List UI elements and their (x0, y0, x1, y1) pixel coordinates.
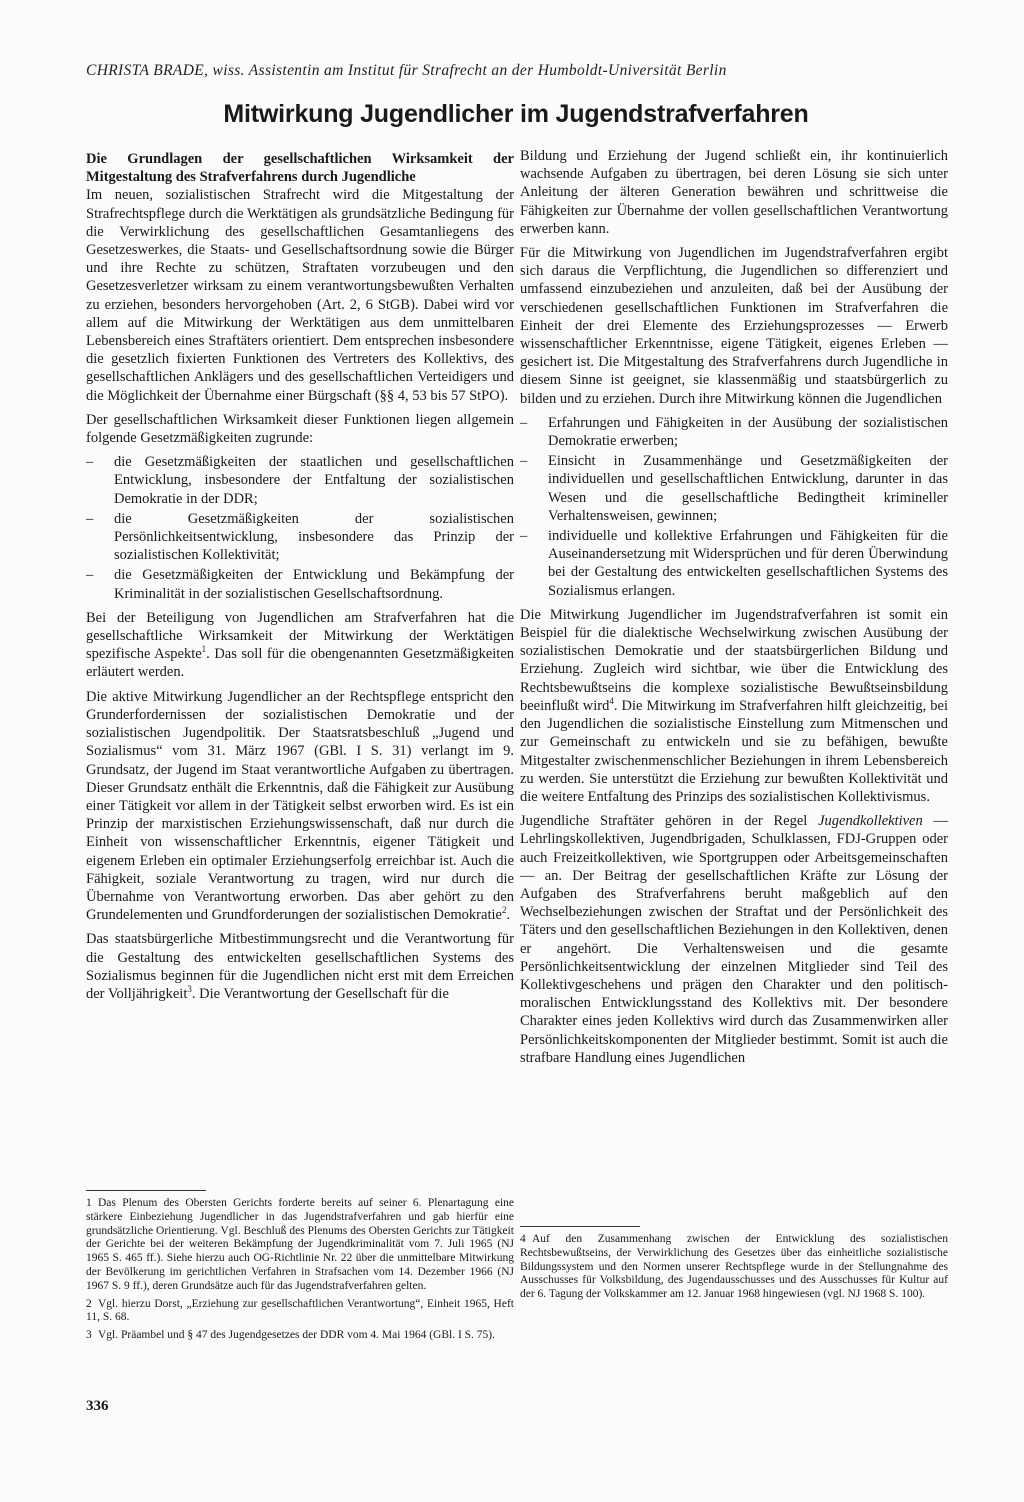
paragraph-text: . Das soll für die obengenannten Gesetzmäßigkeiten erläutert werden. (86, 646, 514, 681)
footnote (86, 1197, 514, 1294)
paragraph (520, 812, 948, 1067)
paragraph-text: Die aktive Mitwirkung Jugendlicher an der Rechtspflege entspricht den Grunderfordernissen der sozialistischen Demokratie und der sozialistischen Jugendpolitik. Der Staatsratsbeschluß „Jugend und Sozialismus“ vom 31. März 1967 (GBl. I S. 31) verlangt im 9. Grundsatz, der Jugend im Staat verantwortliche Aufgaben zu übertragen. Dieser Grundsatz enthält die Erkenntnis, daß die Fähigkeit zur Ausübung einer Tätigkeit vor allem in der Tätigkeit selbst erworben wird. Es ist ein Prinzip der marxistischen Erziehungswissenschaft, daß nur durch die Einheit von wissenschaftlicher Erkenntnis, eigener Tätigkeit und eigenem Erleben ein optimaler Erziehungserfolg erreichbar ist. Auch die Fähigkeit, soziale Verantwortung zu tragen, wird nur durch die Übernahme von Verantwortung erworben. Das aber gehört zu den Grundelementen und Grundforderungen der sozialistischen Demokratie (86, 688, 514, 924)
article-title: Mitwirkung Jugendlicher im Jugendstrafverfahren (223, 100, 809, 128)
paragraph: Im neuen, sozialistischen Strafrecht wird die Mitgestaltung der Strafrechtspflege durch die Werktätigen als grundsätzliche Bedingung für die Verwirklichung des gesellschaftlichen Gesamtanliegens des Gesetzeswerkes, die Staats- und Gesellschaftsordnung sowie die Bürger und ihre Rechte zu schützen, Straftaten vorzubeugen und den Gesetzesverletzer wirksam zu einem verantwortungsbewußten Verhalten zu erziehen, besonders hervorgehoben (Art. 2, 6 StGB). Dabei wird vor allem auf die Mitwirkung der Werktätigen aus dem unmittelbaren Lebensbereich eines Straftäters orientiert. Dem entsprechen insbesondere die gesetzlich fixierten Funktionen des Vertreters des Kollektivs, des gesellschaftlichen Anklägers und des gesellschaftlichen Verteidigers und die Möglichkeit der Übernahme einer Bürgschaft (§§ 4, 53 bis 57 StPO). (86, 187, 514, 404)
footnote-number: 1 (86, 1197, 92, 1209)
left-column (86, 150, 514, 1009)
footnote-ref: 2 (501, 905, 507, 916)
paragraph-text: . (506, 907, 511, 924)
paragraph-text: Das staatsbürgerliche Mitbestimmungsrecht und die Verantwortung für die Gestaltung des entwickelten gesellschaftlichen Systems des Sozialismus beginnen für die Jugendlichen nicht erst mit dem Erreichen der Volljährigkeit (86, 931, 514, 1002)
footnote-rule (520, 1226, 640, 1227)
paragraph (86, 930, 514, 1003)
dash-list (86, 453, 514, 603)
list-item: – die Gesetzmäßigkeiten der staatlichen und gesellschaftlichen Entwicklung, insbesondere der Entfaltung der sozialistischen Demokratie in der DDR; (86, 453, 514, 508)
footnote-number: 3 (86, 1329, 92, 1342)
list-item: – Einsicht in Zusammenhänge und Gesetzmäßigkeiten der individuellen und gesellschaftlichen Entwicklung, darunter in das Wesen und die gesellschaftliche Bedingtheit krimineller Verhaltensweisen, gewinnen; (520, 452, 948, 525)
paragraph-text: — Lehrlingskollektiven, Jugendbrigaden, Schulklassen, FDJ-Gruppen oder auch Freizeitkollektiven, wie Sportgruppen oder Arbeitsgemeinschaften — an. Der Beitrag der gesellschaftlichen Kräfte zur Lösung der Aufgaben des Strafverfahrens beruht maßgeblich auf den Wechselbeziehungen zwischen der Straftat und der Persönlichkeit des Täters und den gesellschaftlichen Beziehungen in den Kollektiven, denen er angehört. Die Verhaltensweisen und die gesamte Persönlichkeitsentwicklung der einzelnen Mitglieder sind Teil des Kollektivgeschehens und prägen den Charakter und den politisch-moralischen Entwicklungsstand des Kollektivs mit. Der besondere Charakter eines jeden Kollektivs wird durch das Zusammenwirken aller Persönlichkeitskomponenten der Mitglieder bestimmt. Somit ist auch die strafbare Handlung eines Jugendlichen (520, 813, 949, 1066)
paragraph: Für die Mitwirkung von Jugendlichen im Jugendstrafverfahren ergibt sich daraus die Verpflichtung, die Jugendlichen so differenziert und umfassend einzubeziehen und anzuleiten, daß bei der Ausübung der verschiedenen gesellschaftlichen Funktionen im Strafverfahren die Einheit der drei Elemente des Erziehungsprozesses — Erwerb wissenschaftlicher Erkenntnisse, eigene Tätigkeit, eigenes Erleben — gesichert ist. Die Mitgestaltung des Strafverfahrens durch Jugendliche in diesem Sinne ist geeignet, sie klassenmäßig und staatsbürgerlich zu bilden und zu erziehen. Durch ihre Mitwirkung können die Jugendlichen (520, 245, 948, 407)
dash-list (520, 414, 948, 600)
footnote-number: 2 (86, 1297, 92, 1310)
list-item: – Erfahrungen und Fähigkeiten in der Ausübung der sozialistischen Demokratie erwerben; (520, 414, 948, 450)
footnote-text: Vgl. hierzu Dorst, „Erziehung zur gesellschaftlichen Verantwortung“, Einheit 1965, Heft 11, S. 68. (86, 1297, 514, 1324)
list-item: – die Gesetzmäßigkeiten der sozialistischen Persönlichkeitsentwicklung, insbesondere das Prinzip der sozialistischen Kollektivität; (86, 510, 514, 565)
footnote-ref: 1 (201, 644, 207, 655)
list-item: – die Gesetzmäßigkeiten der Entwicklung und Bekämpfung der Kriminalität in der sozialistischen Gesellschaftsordnung. (86, 566, 514, 602)
paragraph (520, 606, 948, 806)
footnote-ref: 4 (609, 696, 614, 707)
list-item: – individuelle und kollektive Erfahrungen und Fähigkeiten für die Auseinandersetzung mit Widersprüchen und für deren Überwindung bei der Gestaltung des entwickelten gesellschaftlichen Systems des Sozialismus erlangen. (520, 527, 948, 600)
paragraph (86, 609, 514, 682)
paragraph-text: Jugendliche Straftäter gehören in der Regel (520, 813, 819, 830)
footnotes-left (86, 1190, 514, 1347)
author-line: CHRISTA BRADE, wiss. Assistentin am Institut für Strafrecht an der Humboldt-Universität Berlin (86, 62, 727, 79)
page-number: 336 (86, 1398, 109, 1414)
footnote-ref: 3 (187, 984, 192, 995)
footnote-text: Auf den Zusammenhang zwischen der Entwicklung des sozialistischen Rechtsbewußtseins, der Verwirklichung des Gesetzes über das einheitliche sozialistische Bildungssystem und den Normen unserer Rechtspflege wurde in der Stellungnahme des Ausschusses für Volksbildung, des Jugendausschusses und des Ausschusses für Kultur auf der 6. Tagung der Volkskammer am 12. Januar 1968 hingewiesen (vgl. NJ 1968 S. 100). (520, 1233, 948, 1301)
footnote-rule (86, 1190, 206, 1191)
paragraph-text: . Die Verantwortung der Gesellschaft für die (191, 985, 449, 1002)
section-heading: Die Grundlagen der gesellschaftlichen Wirksamkeit der Mitgestaltung des Strafverfahrens durch Jugendliche (86, 151, 514, 186)
paragraph: Der gesellschaftlichen Wirksamkeit dieser Funktionen liegen allgemein folgende Gesetzmäßigkeiten zugrunde: (86, 411, 514, 447)
footnote-text: Das Plenum des Obersten Gerichts forderte bereits auf seiner 6. Plenartagung eine stärkere Einbeziehung Jugendlicher in das Jugendstrafverfahren und gab hierfür eine grundsätzliche Orientierung. Vgl. Beschluß des Plenums des Obersten Gerichts zur Tätigkeit der Gerichte bei der weiteren Bekämpfung der Jugendkriminalität vom 7. Juli 1965 (NJ 1965 S. 465 ff.). Siehe hierzu auch OG-Richtlinie Nr. 22 über die unmittelbare Mitwirkung der Bevölkerung im gerichtlichen Verfahren in Strafsachen vom 14. Dezember 1966 (NJ 1967 S. 9 ff.), deren Grundsätze auch für das Jugendstrafverfahren gelten. (86, 1197, 514, 1292)
right-column (520, 147, 948, 1073)
footnotes-right (520, 1226, 948, 1306)
footnote (520, 1233, 948, 1302)
paragraph-text: Bei der Beteiligung von Jugendlichen am Strafverfahren hat die gesellschaftliche Wirksamkeit der Mitwirkung der Werktätigen spezifische Aspekte (86, 609, 514, 663)
paragraph-text: . Die Mitwirkung im Strafverfahren hilft gleichzeitig, bei den Jugendlichen die sozialistische Einstellung zum Mitmenschen und zur Gemeinschaft zu entwickeln und sie zu befähigen, bewußte Mitgestalter zwischenmenschlicher Beziehungen in ihrem Lebensbereich zu werden. Sie unterstützt die Erziehung zur bewußten Kollektivität und die weitere Entfaltung des Prinzips des sozialistischen Kollektivismus. (520, 697, 949, 805)
paragraph: Bildung und Erziehung der Jugend schließt ein, ihr kontinuierlich wachsende Aufgaben zu übertragen, bei deren Lösung sie sich unter Anleitung der älteren Generation bewähren und schrittweise die Fähigkeiten zur Übernahme der vollen gesellschaftlichen Verantwortung erwerben kann. (520, 148, 948, 237)
emphasis: Jugendkollektiven (818, 813, 923, 830)
footnote (86, 1298, 514, 1326)
footnote-text: Vgl. Präambel und § 47 des Jugendgesetzes der DDR vom 4. Mai 1964 (GBl. I S. 75). (98, 1329, 496, 1342)
paragraph-text: Die Mitwirkung Jugendlicher im Jugendstrafverfahren ist somit ein Beispiel für die dialektische Wechselwirkung zwischen Ausübung der sozialistischen Demokratie und der staatsbürgerlichen Bildung und Erziehung. Zugleich wird sichtbar, wie über die Entwicklung des Rechtsbewußtseins die komplexe sozialistische Bewußtseinsbildung beeinflußt wird (520, 606, 948, 714)
footnote-number: 4 (520, 1233, 526, 1245)
paragraph (86, 688, 514, 925)
footnote (86, 1329, 514, 1343)
